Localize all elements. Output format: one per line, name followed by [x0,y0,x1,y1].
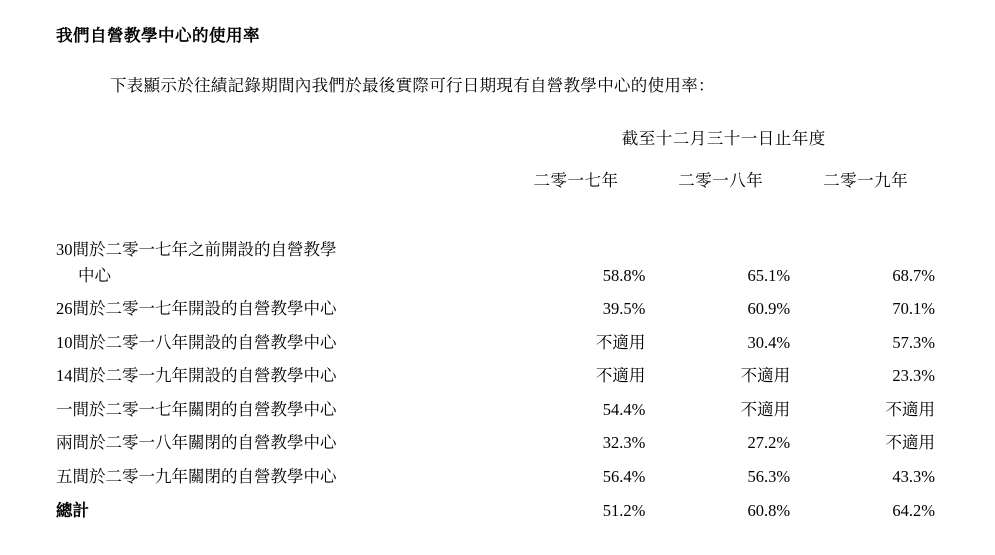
cell-2017: 58.8% [602,265,646,285]
cell-2018: 65.1% [747,265,791,285]
cell-2018: 27.2% [747,433,791,453]
row-label: 兩間於二零一八年關閉的自營教學中心 [56,433,337,453]
cell-2019: 57.3% [892,332,935,352]
cell-2019: 23.3% [892,366,935,386]
span-header-years: 截至十二月三十一日止年度 [621,129,826,148]
cell-2018: 不適用 [740,366,791,386]
column-header-2018: 二零一八年 [678,171,764,190]
row-label: 26間於二零一七年開設的自營教學中心 [56,299,337,319]
table-row [56,460,941,494]
table-row [56,233,941,292]
cell-2019: 不適用 [885,433,935,453]
table-row [56,292,941,326]
column-header-2019: 二零一九年 [823,171,909,190]
intro-paragraph: 下表顯示於往績記錄期間內我們於最後實際可行日期現有自營教學中心的使用率： [110,76,715,95]
utilisation-table [56,125,941,527]
row-label-wrap [56,237,507,288]
cell-2017: 不適用 [595,366,646,386]
row-label: 一間於二零一七年關閉的自營教學中心 [56,399,337,419]
table-body [56,233,941,527]
row-label: 10間於二零一八年開設的自營教學中心 [56,332,337,352]
cell-total-2017: 51.2% [602,500,646,520]
table-row [56,359,941,393]
cell-2018: 60.9% [747,299,791,319]
cell-2019: 不適用 [885,399,935,419]
table-total-row [56,494,941,528]
table-row [56,393,941,427]
cell-2018: 56.3% [747,466,791,486]
span-header-spacer [56,125,507,167]
cell-2018: 不適用 [740,399,791,419]
cell-2017: 39.5% [602,299,646,319]
row-label: 五間於二零一九年關閉的自營教學中心 [56,466,337,486]
cell-2018: 30.4% [747,332,791,352]
row-label-total: 總計 [56,500,89,520]
cell-2017: 不適用 [595,332,646,352]
column-header-blank [56,167,507,233]
cell-total-2018: 60.8% [747,500,791,520]
cell-2019: 70.1% [892,299,935,319]
column-header-2017: 二零一七年 [533,171,619,190]
cell-2017: 32.3% [602,433,646,453]
row-label-line1: 30間於二零一七年之前開設的自營教學 [56,240,337,259]
table-row [56,326,941,360]
cell-2019: 68.7% [892,265,935,285]
cell-total-2019: 64.2% [892,500,935,520]
cell-2017: 54.4% [602,399,646,419]
table-column-header-row [56,167,941,233]
row-label: 14間於二零一九年開設的自營教學中心 [56,366,337,386]
table-row [56,426,941,460]
cell-2017: 56.4% [602,466,646,486]
section-heading: 我們自營教學中心的使用率 [56,26,260,45]
row-label [56,233,507,292]
table-header [56,125,941,233]
row-label-line2: 中心 [78,265,111,285]
table-span-header-row [56,125,941,167]
cell-2019: 43.3% [892,466,935,486]
